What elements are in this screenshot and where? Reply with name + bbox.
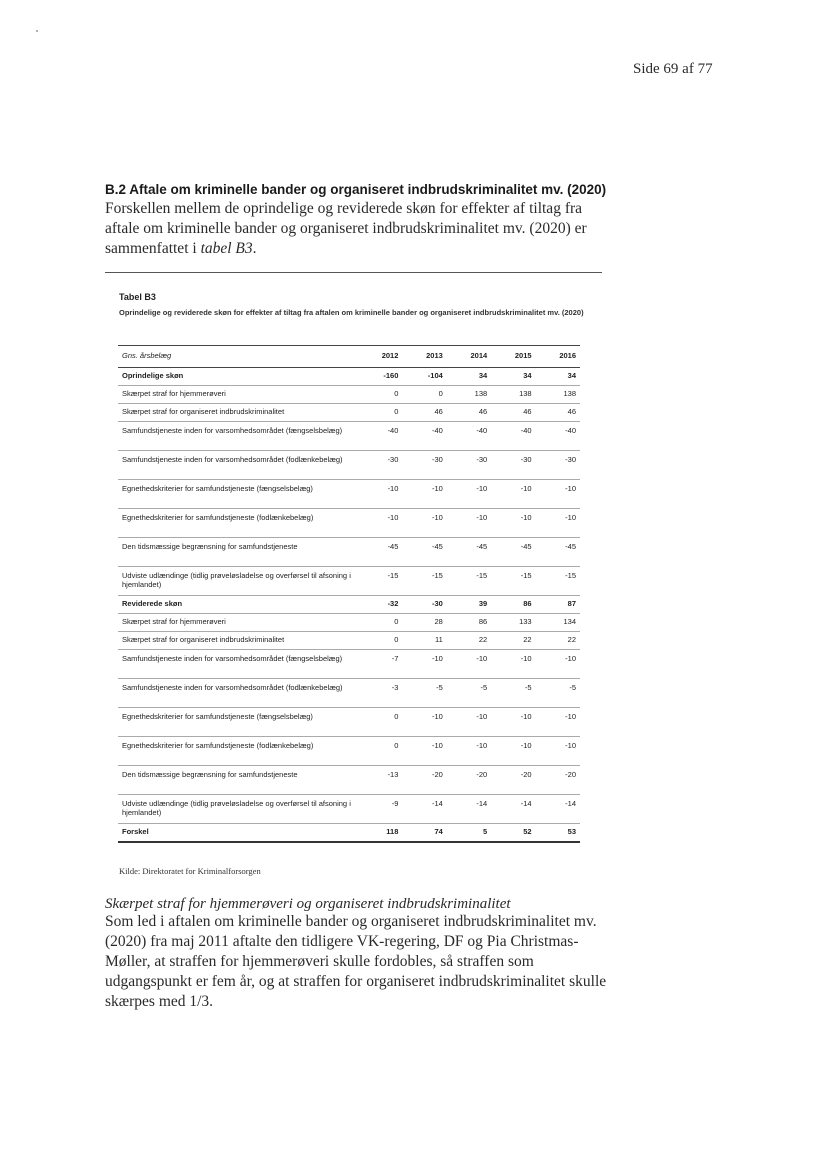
row-value: 0 (438, 389, 443, 398)
table-row (118, 386, 580, 404)
row-value: -45 (387, 542, 399, 551)
row-value: 74 (434, 827, 443, 836)
row-label: Egnethedskriterier for samfundstjeneste (fodlænkebelæg) (122, 741, 314, 750)
row-value: 46 (434, 407, 443, 416)
row-value: 133 (519, 617, 532, 626)
row-value: -10 (431, 712, 443, 721)
row-label: Skærpet straf for hjemmerøveri (122, 617, 226, 626)
table-row (118, 766, 580, 795)
year-header: 2014 (447, 346, 491, 368)
row-value: -10 (565, 513, 576, 522)
table-row (118, 538, 580, 567)
table-row (118, 368, 580, 386)
table-row (118, 509, 580, 538)
row-value: -45 (431, 542, 443, 551)
row-value: -5 (524, 683, 532, 692)
row-value: 86 (478, 617, 488, 626)
row-value: 22 (523, 635, 532, 644)
row-value: -14 (565, 799, 576, 808)
table-row (118, 824, 580, 843)
row-value: -10 (565, 484, 576, 493)
row-value: -9 (391, 799, 399, 808)
row-value: -10 (565, 741, 576, 750)
row-value: -10 (431, 654, 443, 663)
subsection-heading: Skærpet straf for hjemmerøveri og organiseret indbrudskriminalitet (105, 896, 511, 912)
table-row (118, 480, 580, 509)
row-value: -10 (431, 484, 443, 493)
row-label: Samfundstjeneste inden for varsomhedsområdet (fængselsbelæg) (122, 426, 343, 435)
table-row (118, 708, 580, 737)
row-value: -14 (431, 799, 443, 808)
table-row (118, 596, 580, 614)
page-number: Side 69 af 77 (633, 61, 713, 77)
row-value: 28 (434, 617, 443, 626)
row-label: Egnethedskriterier for samfundstjeneste (fodlænkebelæg) (122, 513, 314, 522)
row-value: -20 (520, 770, 532, 779)
row-value: -5 (436, 683, 443, 692)
row-value: -20 (431, 770, 443, 779)
table-row (118, 650, 580, 679)
row-value: 0 (394, 617, 399, 626)
row-value: 39 (478, 599, 488, 608)
table-row (118, 614, 580, 632)
row-value: -30 (565, 455, 576, 464)
row-label: Samfundstjeneste inden for varsomhedsområdet (fodlænkebelæg) (122, 455, 343, 464)
section-paragraph-text: Forskellen mellem de oprindelige og reviderede skøn for effekter af tiltag fra aftale om kriminelle bander og organiseret indbrudskriminalitet mv. (2020) er sammenfattet i (105, 200, 587, 257)
row-label: Samfundstjeneste inden for varsomhedsområdet (fodlænkebelæg) (122, 683, 343, 692)
row-value: -10 (387, 484, 399, 493)
row-label: Egnethedskriterier for samfundstjeneste (fængselsbelæg) (122, 484, 313, 493)
row-value: 34 (567, 371, 576, 380)
table-reference: tabel B3 (200, 240, 253, 257)
row-value: -104 (427, 371, 443, 380)
row-value: -15 (476, 571, 488, 580)
table-row (118, 795, 580, 824)
row-value: 34 (478, 371, 488, 380)
row-value: -30 (476, 455, 488, 464)
row-value: -10 (520, 484, 532, 493)
row-value: -10 (520, 513, 532, 522)
row-value: -5 (480, 683, 488, 692)
row-value: -30 (520, 455, 532, 464)
row-value: -40 (431, 426, 443, 435)
row-value: 87 (567, 599, 576, 608)
row-value: -45 (476, 542, 488, 551)
row-value: 138 (474, 389, 488, 398)
row-value: 0 (394, 407, 399, 416)
row-value: -20 (476, 770, 488, 779)
row-label: Den tidsmæssige begrænsning for samfundstjeneste (122, 770, 298, 779)
row-label: Forskel (122, 827, 149, 836)
row-value: 52 (523, 827, 532, 836)
row-label: Oprindelige skøn (122, 371, 184, 380)
row-value: -10 (565, 654, 576, 663)
row-value: 46 (523, 407, 532, 416)
row-value: -20 (565, 770, 576, 779)
scan-speck (36, 30, 38, 32)
table-title: Oprindelige og reviderede skøn for effekter af tiltag fra aftalen om kriminelle bander og organiseret indbrudskriminalitet mv. (2020) (119, 308, 584, 317)
row-value: 53 (567, 827, 576, 836)
row-value: 22 (567, 635, 576, 644)
row-value: 0 (394, 635, 399, 644)
row-value: -45 (520, 542, 532, 551)
row-value: 138 (563, 389, 576, 398)
table-row (118, 567, 580, 596)
row-value: 5 (483, 827, 488, 836)
row-value: 46 (478, 407, 488, 416)
row-value: 34 (523, 371, 532, 380)
table-row (118, 422, 580, 451)
row-value: 11 (435, 635, 443, 644)
table-row (118, 632, 580, 650)
row-value: -10 (476, 741, 488, 750)
section-heading: B.2 Aftale om kriminelle bander og organiseret indbrudskriminalitet mv. (2020) (105, 182, 607, 197)
table-b3 (118, 345, 580, 843)
row-label: Reviderede skøn (122, 599, 183, 608)
row-value: -32 (387, 599, 399, 608)
row-value: -10 (431, 513, 443, 522)
row-label: Udviste udlændinge (tidlig prøveløsladelse og overførsel til afsoning i hjemlandet) (122, 799, 351, 817)
row-value: -14 (520, 799, 532, 808)
row-value: -10 (431, 741, 443, 750)
row-value: -40 (520, 426, 532, 435)
row-value: -30 (431, 599, 443, 608)
section-paragraph-end: . (252, 240, 257, 257)
row-value: -14 (476, 799, 488, 808)
row-value: 46 (567, 407, 576, 416)
row-value: 0 (394, 712, 399, 721)
row-value: -5 (569, 683, 576, 692)
row-value: -40 (476, 426, 488, 435)
data-table (118, 345, 580, 843)
year-header: 2013 (402, 346, 446, 368)
year-header: 2016 (536, 346, 580, 368)
row-value: 22 (478, 635, 488, 644)
table-caption: Tabel B3 (119, 292, 156, 302)
table-body (118, 368, 580, 843)
row-value: -10 (565, 712, 576, 721)
row-value: -15 (431, 571, 443, 580)
body-paragraph: Som led i aftalen om kriminelle bander og organiseret indbrudskriminalitet mv. (2020) fra maj 2011 aftalte den tidligere VK-regering, DF og Pia Christmas-Møller, at straffen for hjemmerøveri skulle fordobles, så straffen som udgangspunkt er fem år, og at straffen for organiseret indbrudskriminalitet skulle skærpes med 1/3. (105, 913, 607, 1010)
row-value: -10 (520, 654, 532, 663)
row-value: 118 (386, 827, 399, 836)
row-value: 134 (563, 617, 576, 626)
row-value: 86 (523, 599, 532, 608)
row-label: Udviste udlændinge (tidlig prøveløsladelse og overførsel til afsoning i hjemlandet) (122, 571, 351, 589)
row-value: -30 (431, 455, 443, 464)
row-value: -10 (476, 484, 488, 493)
row-label: Samfundstjeneste inden for varsomhedsområdet (fængselsbelæg) (122, 654, 343, 663)
header-label: Gns. årsbelæg (118, 346, 358, 368)
row-label: Skærpet straf for hjemmerøveri (122, 389, 226, 398)
table-source: Kilde: Direktoratet for Kriminalforsorgen (119, 866, 261, 876)
row-value: 0 (394, 741, 399, 750)
row-label: Skærpet straf for organiseret indbrudskriminalitet (122, 635, 285, 644)
row-value: -13 (387, 770, 399, 779)
table-header-row (118, 346, 580, 368)
year-header: 2012 (358, 346, 402, 368)
row-value: 0 (394, 389, 399, 398)
row-value: -45 (565, 542, 576, 551)
table-row (118, 679, 580, 708)
row-value: -3 (391, 683, 399, 692)
section-paragraph (105, 199, 610, 259)
row-value: -10 (476, 654, 488, 663)
row-value: -10 (387, 513, 399, 522)
table-row (118, 404, 580, 422)
table-row (118, 451, 580, 480)
row-value: 138 (519, 389, 532, 398)
row-value: -15 (565, 571, 576, 580)
row-label: Skærpet straf for organiseret indbrudskriminalitet (122, 407, 285, 416)
row-value: -40 (387, 426, 399, 435)
separator-rule (105, 272, 602, 273)
row-value: -7 (391, 654, 399, 663)
row-value: -15 (520, 571, 532, 580)
row-label: Den tidsmæssige begrænsning for samfundstjeneste (122, 542, 298, 551)
row-value: -10 (520, 741, 532, 750)
row-value: -30 (387, 455, 399, 464)
row-value: -160 (383, 371, 399, 380)
row-value: -40 (565, 426, 576, 435)
table-row (118, 737, 580, 766)
year-header: 2015 (491, 346, 535, 368)
row-value: -10 (476, 712, 488, 721)
row-value: -10 (476, 513, 488, 522)
row-label: Egnethedskriterier for samfundstjeneste (fængselsbelæg) (122, 712, 313, 721)
row-value: -15 (387, 571, 399, 580)
row-value: -10 (520, 712, 532, 721)
